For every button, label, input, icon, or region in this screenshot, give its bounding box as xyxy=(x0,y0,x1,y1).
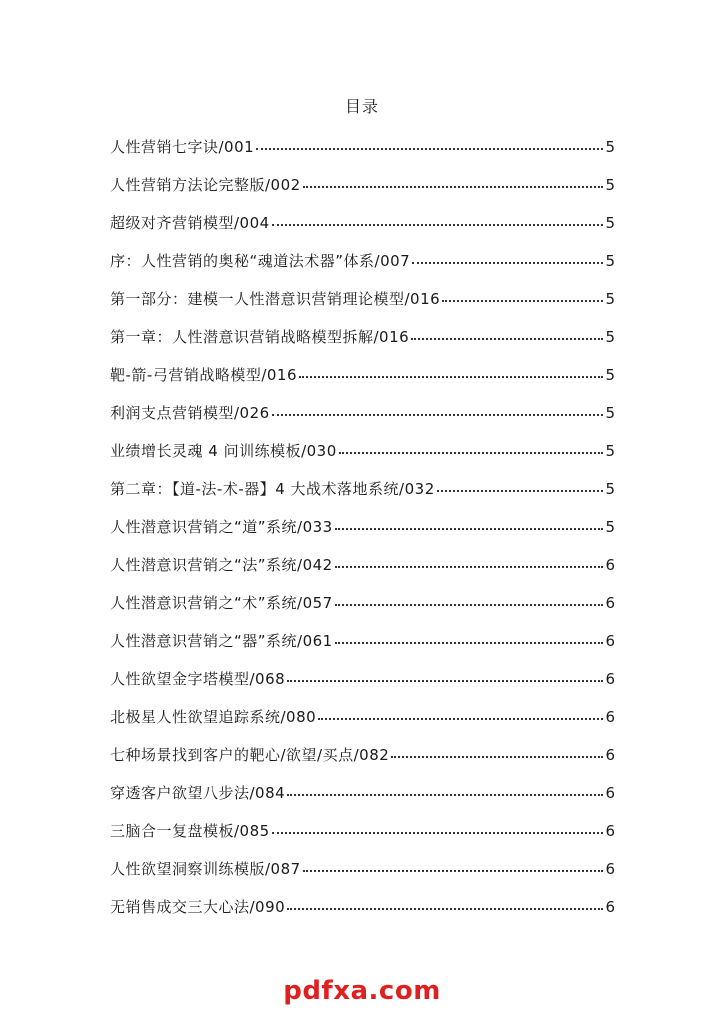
toc-entry-page-number: 6 xyxy=(605,746,615,764)
toc-dot-leader xyxy=(287,907,603,910)
toc-entry[interactable] xyxy=(110,896,615,934)
toc-dot-leader xyxy=(272,223,603,226)
toc-entry[interactable] xyxy=(110,554,615,592)
toc-entry-page-number: 6 xyxy=(605,860,615,878)
toc-dot-leader xyxy=(299,375,603,378)
toc-dot-leader xyxy=(272,831,603,834)
toc-entry-page-number: 5 xyxy=(605,138,615,156)
toc-dot-leader xyxy=(335,565,603,568)
toc-entry-title: 北极星人性欲望追踪系统/080 xyxy=(110,708,317,726)
toc-entry[interactable] xyxy=(110,744,615,782)
toc-dot-leader xyxy=(412,261,603,264)
toc-entry-page-number: 5 xyxy=(605,518,615,536)
toc-entry-page-number: 5 xyxy=(605,366,615,384)
toc-entry[interactable] xyxy=(110,782,615,820)
toc-entry-page-number: 6 xyxy=(605,708,615,726)
toc-entry-title: 人性潜意识营销之“法”系统/042 xyxy=(110,556,333,574)
toc-entry[interactable] xyxy=(110,592,615,630)
toc-entry-title: 人性潜意识营销之“道”系统/033 xyxy=(110,518,333,536)
toc-entry-title: 第一章：人性潜意识营销战略模型拆解/016 xyxy=(110,328,410,346)
toc-entry-page-number: 6 xyxy=(605,784,615,802)
toc-entry-page-number: 5 xyxy=(605,404,615,422)
toc-entry[interactable] xyxy=(110,630,615,668)
toc-entry-page-number: 6 xyxy=(605,670,615,688)
toc-entry-title: 利润支点营销模型/026 xyxy=(110,404,270,422)
toc-dot-leader xyxy=(303,185,603,188)
toc-dot-leader xyxy=(335,641,603,644)
toc-entry-title: 第一部分：建模一人性潜意识营销理论模型/016 xyxy=(110,290,441,308)
toc-entry-page-number: 5 xyxy=(605,442,615,460)
toc-entry-page-number: 6 xyxy=(605,632,615,650)
toc-entry-page-number: 6 xyxy=(605,594,615,612)
toc-dot-leader xyxy=(335,603,603,606)
toc-entry-title: 人性潜意识营销之“术”系统/057 xyxy=(110,594,333,612)
toc-dot-leader xyxy=(335,527,603,530)
toc-dot-leader xyxy=(287,679,603,682)
toc-entry-title: 七种场景找到客户的靶心/欲望/买点/082 xyxy=(110,746,390,764)
toc-entry-title: 超级对齐营销模型/004 xyxy=(110,214,270,232)
toc-dot-leader xyxy=(287,793,603,796)
toc-entry-title: 三脑合一复盘模板/085 xyxy=(110,822,270,840)
toc-entry-title: 人性欲望金字塔模型/068 xyxy=(110,670,286,688)
toc-entry[interactable] xyxy=(110,174,615,212)
toc-entry[interactable] xyxy=(110,288,615,326)
toc-entry-page-number: 5 xyxy=(605,176,615,194)
toc-entry-page-number: 5 xyxy=(605,480,615,498)
toc-entry[interactable] xyxy=(110,212,615,250)
watermark: pdfxa.com xyxy=(283,976,441,1006)
toc-entry[interactable] xyxy=(110,706,615,744)
toc-dot-leader xyxy=(437,489,603,492)
toc-dot-leader xyxy=(303,869,603,872)
toc-entry-title: 无销售成交三大心法/090 xyxy=(110,898,286,916)
toc-entry-title: 序：人性营销的奥秘“魂道法术器”体系/007 xyxy=(110,252,411,270)
toc-entry-title: 靶-箭-弓营销战略模型/016 xyxy=(110,366,298,384)
toc-entry[interactable] xyxy=(110,250,615,288)
toc-entry[interactable] xyxy=(110,326,615,364)
toc-entry[interactable] xyxy=(110,516,615,554)
toc-entry-page-number: 6 xyxy=(605,898,615,916)
toc-dot-leader xyxy=(272,413,603,416)
toc-entry[interactable] xyxy=(110,136,615,174)
toc-entry-page-number: 5 xyxy=(605,290,615,308)
toc-entry[interactable] xyxy=(110,858,615,896)
toc-entry-title: 第二章：【道-法-术-器】4 大战术落地系统/032 xyxy=(110,480,435,498)
toc-entry-title: 人性营销方法论完整版/002 xyxy=(110,176,301,194)
toc-entry-page-number: 6 xyxy=(605,822,615,840)
toc-dot-leader xyxy=(442,299,603,302)
toc-entry[interactable] xyxy=(110,440,615,478)
toc-entry-title: 人性营销七字诀/001 xyxy=(110,138,255,156)
toc-entry[interactable] xyxy=(110,478,615,516)
toc-entry-page-number: 5 xyxy=(605,252,615,270)
toc-entry-page-number: 5 xyxy=(605,214,615,232)
toc-entry-title: 人性潜意识营销之“器”系统/061 xyxy=(110,632,333,650)
table-of-contents xyxy=(110,136,615,934)
toc-entry-page-number: 5 xyxy=(605,328,615,346)
toc-entry[interactable] xyxy=(110,402,615,440)
toc-dot-leader xyxy=(256,147,603,150)
toc-dot-leader xyxy=(411,337,603,340)
page-title: 目录 xyxy=(344,97,379,116)
toc-entry-title: 人性欲望洞察训练模版/087 xyxy=(110,860,301,878)
toc-dot-leader xyxy=(318,717,603,720)
toc-entry-title: 穿透客户欲望八步法/084 xyxy=(110,784,286,802)
toc-dot-leader xyxy=(391,755,603,758)
toc-entry[interactable] xyxy=(110,820,615,858)
toc-dot-leader xyxy=(339,451,603,454)
toc-entry-title: 业绩增长灵魂 4 问训练模板/030 xyxy=(110,442,337,460)
toc-entry[interactable] xyxy=(110,668,615,706)
toc-entry-page-number: 6 xyxy=(605,556,615,574)
toc-entry[interactable] xyxy=(110,364,615,402)
